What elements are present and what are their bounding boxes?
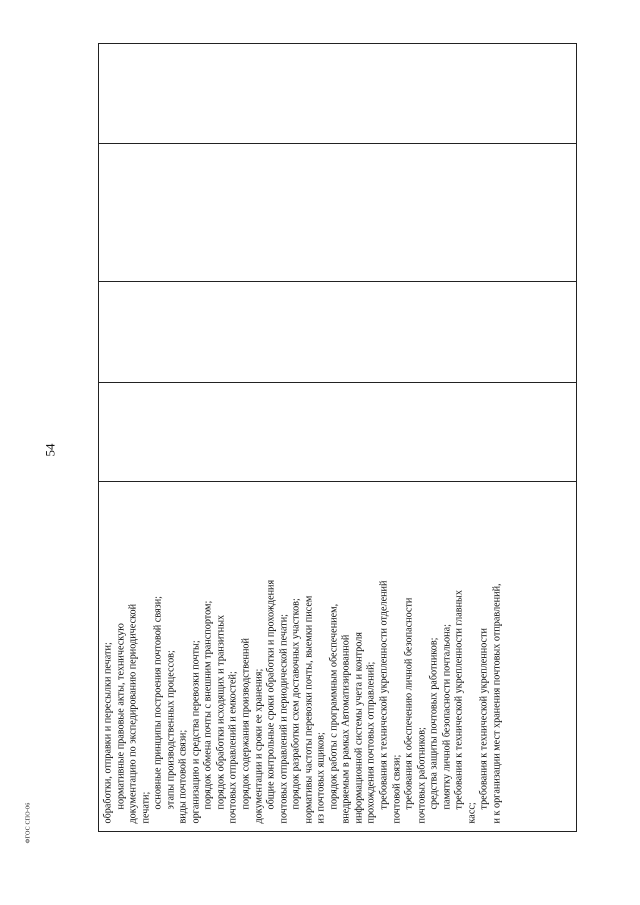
text-line: документацию по экспедированию периодической (127, 603, 139, 824)
competence-text (99, 482, 578, 832)
text-line: виды почтовой связи; (177, 729, 189, 824)
text-line: общие контрольные сроки обработки и прохождения (265, 579, 277, 810)
text-line: почтовых работников; (416, 727, 428, 824)
page-number: 54 (42, 443, 58, 457)
text-line: порядок содержания производственной (240, 638, 252, 810)
text-line: почтовых отправлений и периодической печати; (278, 613, 290, 824)
text-line: из почтовых ящиков; (315, 732, 327, 824)
text-line: почтовой связи; (391, 754, 403, 824)
text-line: требования к технической укрепленности отделений (378, 580, 390, 810)
text-line: и к организации мест хранения почтовых отправлений, (491, 583, 503, 824)
text-line: требования к технической укрепленности главных (453, 590, 465, 810)
text-line: внедряемым в рамках Автоматизированной (340, 634, 352, 824)
text-line: требования к обеспечению личной безопасности (403, 597, 415, 810)
text-line: порядок обмена почты с внешним транспортом; (202, 600, 214, 810)
text-line: основные принципы построения почтовой связи; (152, 596, 164, 810)
row-divider (99, 382, 576, 383)
text-line: информационной системы учета и контроля (353, 632, 365, 824)
text-line: этапы производственных процессов; (165, 650, 177, 810)
text-line: касс; (466, 802, 478, 824)
text-line: нормативные правовые акты, техническую (115, 623, 127, 810)
text-line: порядок работы с программным обеспечением, (328, 603, 340, 810)
text-line: обработки, отправки и пересылки печати; (102, 642, 114, 824)
text-line: нормативы частоты перевозки почты, выемки писем (303, 595, 315, 824)
text-line: средства защиты почтовых работников; (428, 637, 440, 810)
text-line: порядок разработки схем доставочных участков; (290, 598, 302, 810)
text-line: печати; (140, 791, 152, 824)
text-line: прохождения почтовых отправлений; (365, 661, 377, 824)
footer-code: ФГОС СПО-06 (25, 802, 32, 844)
text-line: порядок обработки исходящих и транзитных (215, 614, 227, 810)
row-divider (99, 281, 576, 282)
text-line: требования к технической укрепленности (478, 628, 490, 810)
content-table (98, 43, 577, 832)
text-line: почтовых отправлений и емкостей; (227, 671, 239, 824)
text-line: памятку личной безопасности почтальона; (441, 624, 453, 810)
row-divider (99, 143, 576, 144)
text-line: организацию и средства перевозки почты; (190, 640, 202, 824)
text-line: документации и сроки ее хранения; (253, 668, 265, 824)
competence-text-cell (99, 481, 578, 831)
